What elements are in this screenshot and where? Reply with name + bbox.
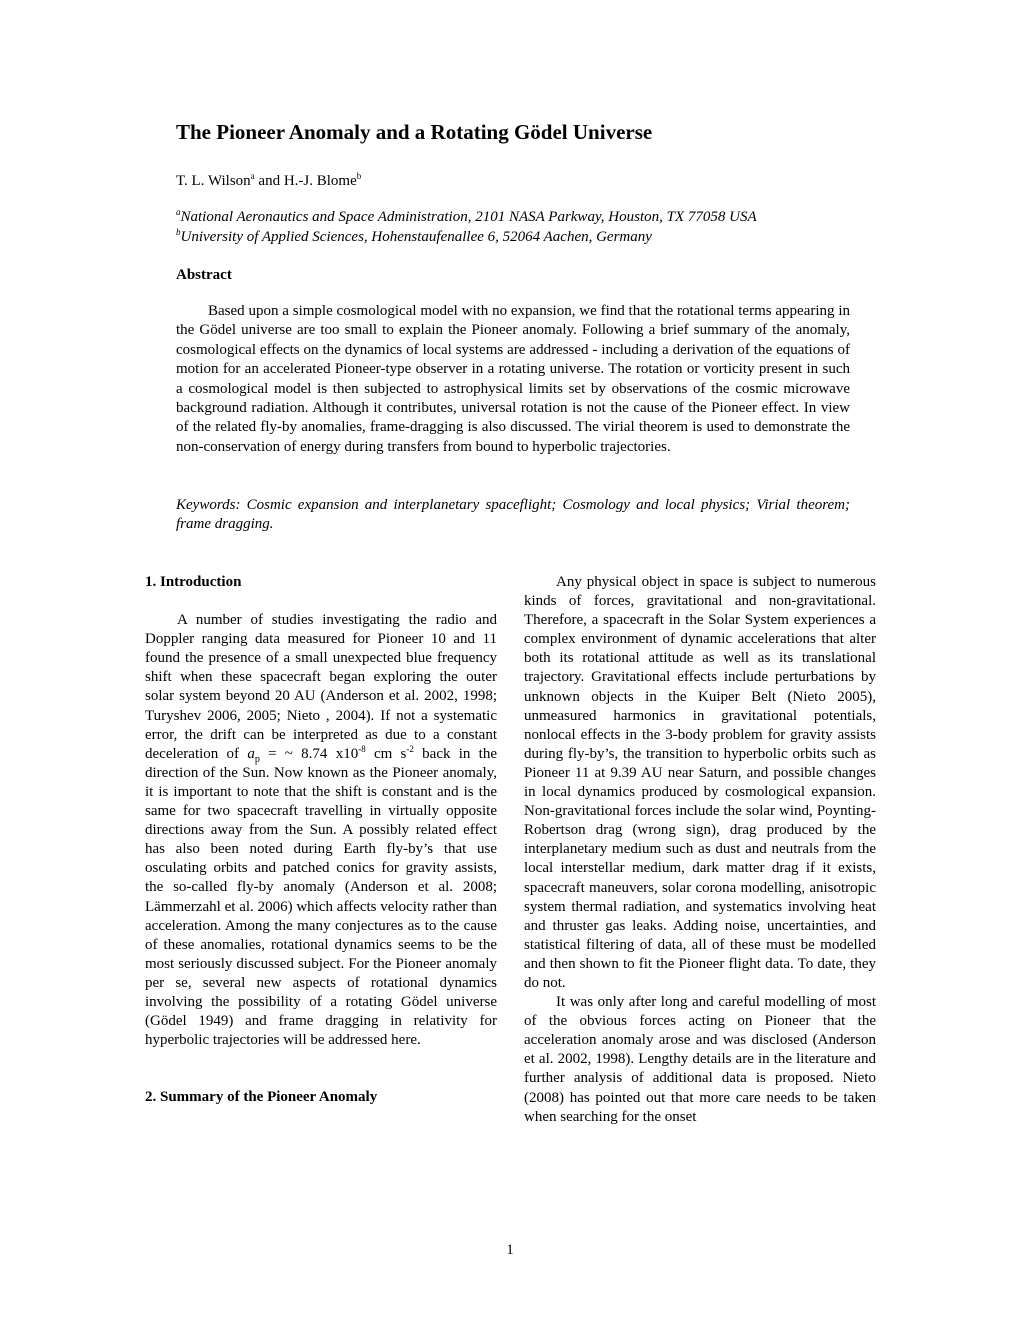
exponent-1: -8 xyxy=(358,743,366,754)
intro-text-part-2: = ~ 8.74 x10 xyxy=(259,745,359,762)
right-paragraph-2: It was only after long and careful modelling of most of the obvious forces acting on Pioneer that the acceleration anomaly arose and was disclosed (Anderson et al. 2002, 1998). Lengthy details are in the literature and further analysis of additional data is proposed. Nieto (2008) has pointed out that more care needs to be taken when searching for the onset xyxy=(524,994,876,1125)
intro-text-part-1: A number of studies investigating the radio and Doppler ranging data measured for Pioneer 10 and 11 found the presence of a small unexpected blue frequency shift when these spacecraft began exploring the outer solar system beyond 20 AU (Anderson et al. 2002, 1998; Turyshev 2006, 2005; Nieto , 2004). If not a systematic error, the drift can be interpreted as due to a constant deceleration of xyxy=(145,612,497,762)
intro-text-part-3: cm s xyxy=(365,745,407,762)
affiliation-text: National Aeronautics and Space Administration, 2101 NASA Parkway, Houston, TX 77058 USA xyxy=(180,209,757,225)
intro-text-part-4: back in the direction of the Sun. Now known as the Pioneer anomaly, it is important to note that the shift is constant and is the same for two spacecraft travelling in virtually opposite directions away from the Sun. A possibly related effect has also been noted during Earth fly-by’s that use osculating orbits and patched conics for gravity assists, the so-called fly-by anomaly (Anderson et al. 2008; Lämmerzahl et al. 2006) which affects velocity rather than acceleration. Among the many conjectures as to the cause of these anomalies, rotational dynamics seems to be the most seriously discussed subject. For the Pioneer anomaly per se, several new aspects of rotational dynamics involving the possibility of a rotating Gödel universe (Gödel 1949) and frame dragging in relativity for hyperbolic trajectories will be addressed here. xyxy=(145,745,498,1049)
author-2: H.-J. Blome xyxy=(283,173,357,189)
keywords: Keywords: Cosmic expansion and interplanetary spaceflight; Cosmology and local physics; Virial theorem; frame dragging. xyxy=(176,497,850,533)
abstract-heading: Abstract xyxy=(176,267,232,283)
right-column xyxy=(524,573,876,1127)
left-column xyxy=(145,573,497,1107)
section-1-heading: 1. Introduction xyxy=(145,574,242,590)
author-conjunction: and xyxy=(254,173,284,189)
author-2-affil-mark: b xyxy=(356,171,362,181)
symbol-a: a xyxy=(247,745,255,762)
affiliation-mark: b xyxy=(176,227,181,237)
author-line xyxy=(176,173,361,190)
symbol-a-subscript: p xyxy=(254,753,260,765)
section-2-heading: 2. Summary of the Pioneer Anomaly xyxy=(145,1089,378,1106)
affiliations xyxy=(176,207,757,247)
author-1: T. L. Wilson xyxy=(176,173,251,189)
affiliation-mark: a xyxy=(176,207,181,217)
abstract-text: Based upon a simple cosmological model with no expansion, we find that the rotational terms appearing in the Gödel universe are too small to explain the Pioneer anomaly. Following a brief summary of the anomaly, cosmological effects on the dynamics of local systems are addressed - including a derivation of the equations of motion for an accelerated Pioneer-type observer in a rotating universe. The rotation or vorticity present in such a cosmological model is then subjected to astrophysical limits set by observations of the cosmic microwave background radiation. Although it contributes, universal rotation is not the cause of the Pioneer effect. In view of the related fly-by anomalies, frame-dragging is also discussed. The virial theorem is used to demonstrate the non-conservation of energy during transfers from bound to hyperbolic trajectories. xyxy=(176,303,850,455)
right-paragraph-1: Any physical object in space is subject to numerous kinds of forces, gravitational and non-gravitational. Therefore, a spacecraft in the Solar System experiences a complex environment of dynamic accelerations that alter both its rotational attitude as well as its translational trajectory. Gravitational effects include perturbations by unknown objects in the Kuiper Belt (Nieto 2005), unmeasured harmonics in gravitational potentials, nonlocal effects in the 3-body problem for gravity assists during fly-by’s, the transition to hyperbolic orbits such as Pioneer 11 at 9.39 AU near Saturn, and possible changes in local dynamics produced by cosmological expansion. Non-gravitational forces include the solar wind, Poynting-Robertson drag (wrong sign), drag produced by the interplanetary medium such as dust and neutrals from the local interstellar medium, dark matter drag if it exists, spacecraft maneuvers, solar corona modelling, anisotropic system thermal radiation, and systematics involving heat and thruster gas leaks. Adding noise, uncertainties, and statistical filtering of data, all of these must be modelled and then shown to fit the Pioneer flight data. To date, they do not. xyxy=(524,574,876,991)
exponent-2: -2 xyxy=(406,743,414,754)
affiliation-a xyxy=(176,207,757,227)
paper-title: The Pioneer Anomaly and a Rotating Gödel Universe xyxy=(176,120,653,144)
affiliation-b xyxy=(176,227,757,247)
author-1-affil-mark: a xyxy=(250,171,255,181)
intro-paragraph xyxy=(145,611,497,1050)
affiliation-text: University of Applied Sciences, Hohenstaufenallee 6, 52064 Aachen, Germany xyxy=(180,229,652,245)
page-number: 1 xyxy=(506,1242,514,1258)
